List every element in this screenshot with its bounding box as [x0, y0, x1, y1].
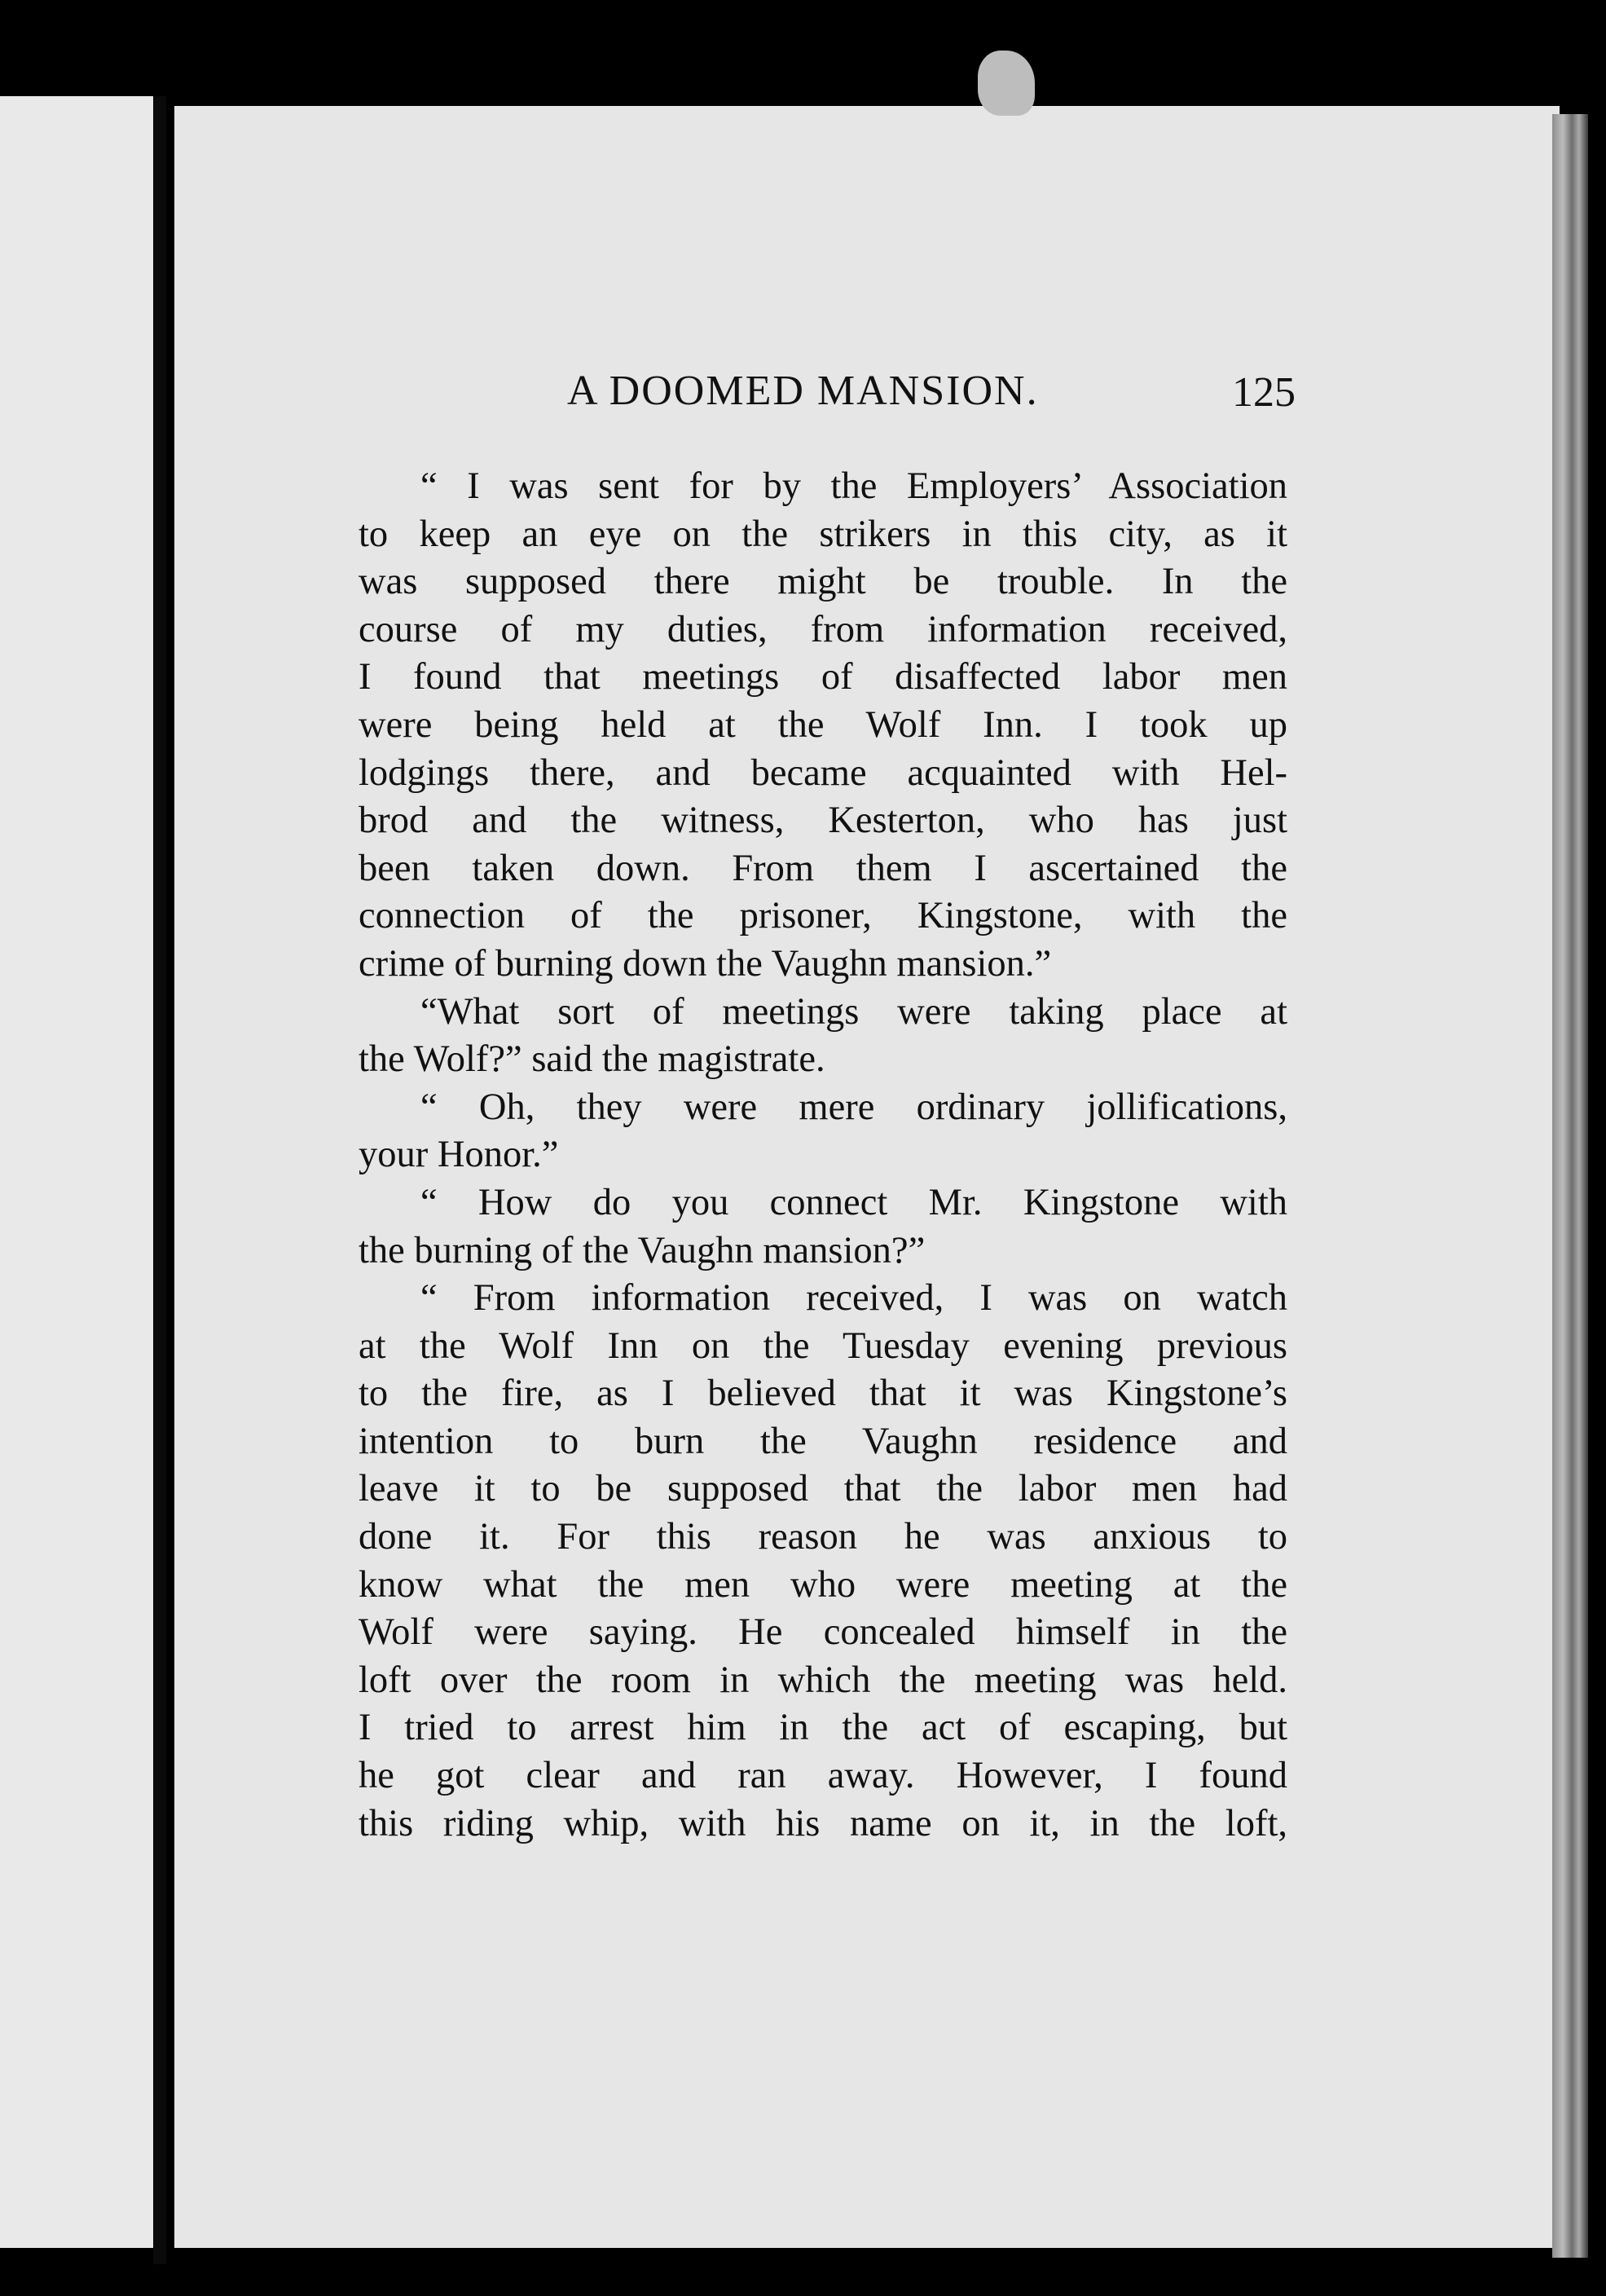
book-gutter — [153, 96, 166, 2264]
text-line: brod and the witness, Kesterton, who has just — [359, 800, 1287, 842]
running-head: A DOOMED MANSION. — [567, 368, 1039, 414]
text-line: the burning of the Vaughn mansion?” — [359, 1229, 926, 1271]
text-line: at the Wolf Inn on the Tuesday evening previous — [359, 1324, 1287, 1367]
left-page-edge — [0, 96, 160, 2248]
body-text — [359, 463, 1287, 1848]
text-line: your Honor.” — [359, 1134, 559, 1176]
text-line: this riding whip, with his name on it, in the loft, — [359, 1802, 1287, 1844]
text-line: know what the men who were meeting at the — [359, 1563, 1287, 1606]
text-line: to keep an eye on the strikers in this city, as it — [359, 513, 1287, 555]
text-line: were being held at the Wolf Inn. I took up — [359, 703, 1287, 746]
text-line: “What sort of meetings were taking place at — [420, 990, 1287, 1033]
text-line: he got clear and ran away. However, I found — [359, 1755, 1287, 1797]
text-line: been taken down. From them I ascertained the — [359, 847, 1287, 889]
text-line: crime of burning down the Vaughn mansion.” — [359, 942, 1052, 985]
text-line: “ Oh, they were mere ordinary jollifications, — [420, 1086, 1287, 1128]
text-line: course of my duties, from information received, — [359, 608, 1287, 650]
text-line: intention to burn the Vaughn residence and — [359, 1420, 1287, 1462]
scan-artifact — [978, 51, 1035, 116]
text-line: connection of the prisoner, Kingstone, with the — [359, 895, 1287, 937]
text-line: I tried to arrest him in the act of escaping, but — [359, 1707, 1287, 1749]
text-line: the Wolf?” said the magistrate. — [359, 1038, 825, 1081]
page-stack-edge — [1552, 114, 1588, 2258]
text-line: “ I was sent for by the Employers’ Association — [420, 465, 1287, 507]
text-line: “ How do you connect Mr. Kingstone with — [420, 1181, 1287, 1223]
text-line: done it. For this reason he was anxious to — [359, 1516, 1287, 1558]
text-line: “ From information received, I was on watch — [420, 1277, 1287, 1320]
text-line: I found that meetings of disaffected labor men — [359, 656, 1287, 698]
page-number: 125 — [1232, 369, 1296, 416]
text-line: Wolf were saying. He concealed himself in the — [359, 1611, 1287, 1654]
text-line: was supposed there might be trouble. In the — [359, 561, 1287, 603]
text-line: leave it to be supposed that the labor men had — [359, 1468, 1287, 1510]
text-line: lodgings there, and became acquainted with Hel- — [359, 751, 1287, 794]
text-line: loft over the room in which the meeting was held. — [359, 1659, 1287, 1701]
text-line: to the fire, as I believed that it was Kingstone’s — [359, 1373, 1287, 1415]
